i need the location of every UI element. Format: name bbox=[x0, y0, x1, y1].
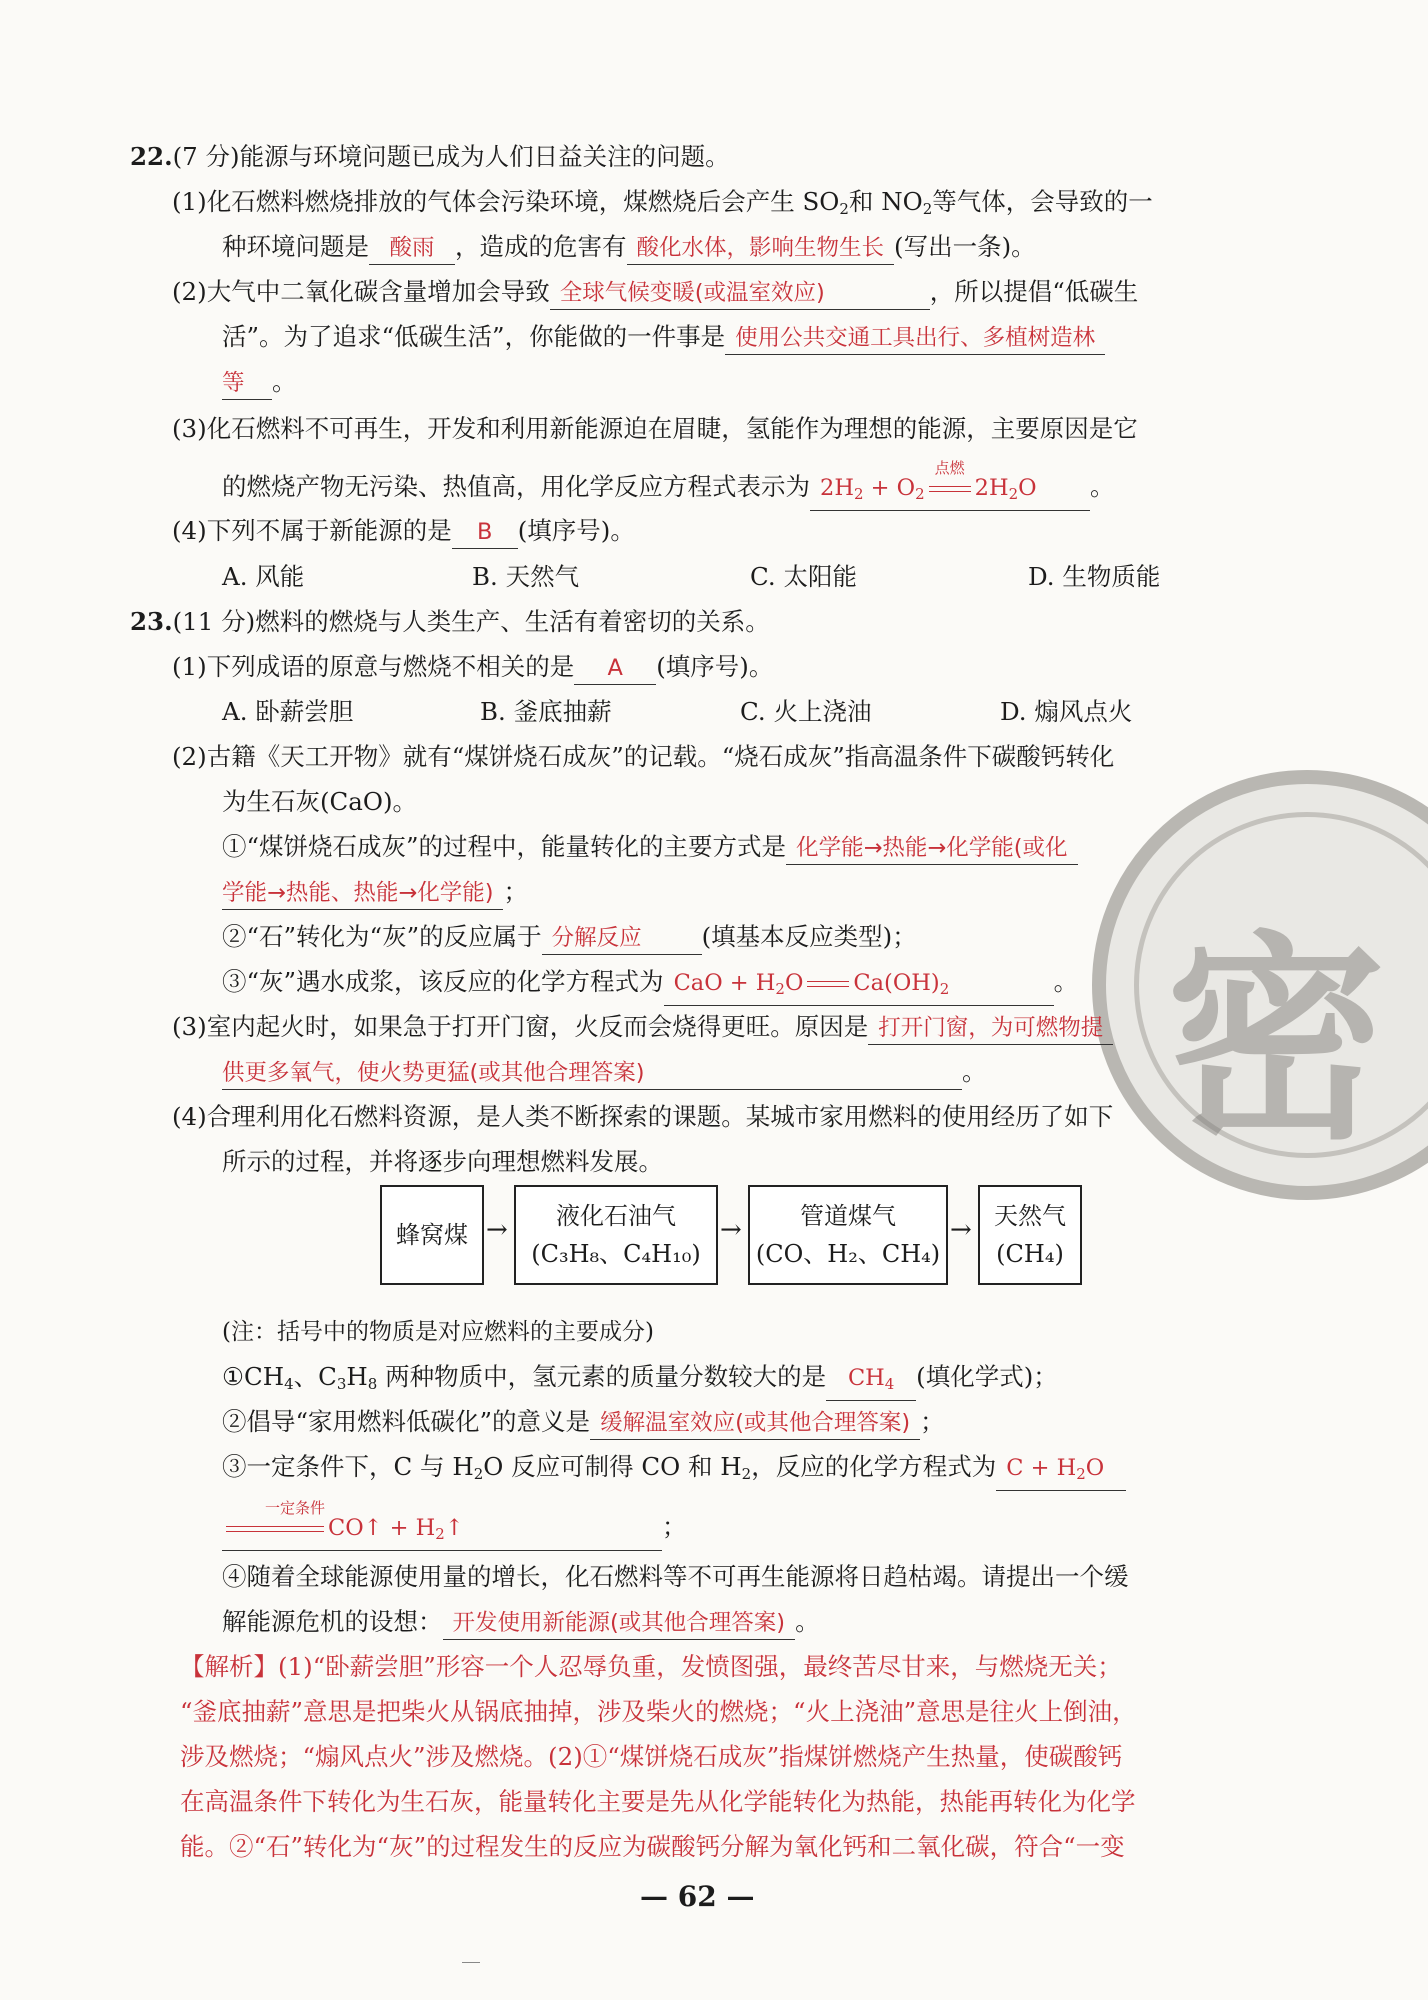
flow-box-natural-gas bbox=[978, 1185, 1082, 1285]
q23-s2-text: ②倡导“家用燃料低碳化”的意义是 bbox=[222, 1407, 591, 1436]
q23-p2-s1-line1 bbox=[222, 830, 1078, 865]
flow-box-label: 液化石油气 bbox=[556, 1202, 676, 1230]
flow-box-label: 蜂窝煤 bbox=[396, 1221, 468, 1249]
q22-p3-text-a: (3)化石燃料不可再生，开发和利用新能源迫在眉睫，氢能作为理想的能源，主要原因是它 bbox=[172, 414, 1138, 443]
q22-p2-answer2: 使用公共交通工具出行、多植树造林 bbox=[725, 323, 1105, 355]
q23-p1-option-c: C. 火上浇油 bbox=[740, 697, 872, 726]
q23-p2-s3-end: 。 bbox=[1053, 967, 1079, 996]
sub: 3 bbox=[336, 1375, 347, 1393]
eq-part: C + H bbox=[1006, 1455, 1077, 1481]
q22-p4-text-b: (填序号)。 bbox=[517, 516, 635, 545]
q23-p2-s2-end: (填基本反应类型)； bbox=[701, 922, 917, 951]
flow-box-label: 管道煤气 bbox=[800, 1202, 896, 1230]
q22-p3-line1 bbox=[172, 412, 1138, 446]
q23-p2-s1-end: ； bbox=[503, 877, 528, 906]
sub: 4 bbox=[884, 1375, 895, 1393]
q22-p3-text-b: 的燃烧产物无污染、热值高，用化学反应方程式表示为 bbox=[222, 472, 810, 501]
eq-part: 2H bbox=[974, 475, 1009, 501]
q23-s1-answer bbox=[826, 1363, 916, 1401]
q23-s1-text: 、C bbox=[293, 1362, 337, 1391]
q23-p2-s3-text: ③“灰”遇水成浆，该反应的化学方程式为 bbox=[222, 967, 664, 996]
q22-p1-text-e: ，造成的危害有 bbox=[455, 232, 627, 261]
q23-p2-s2-answer: 分解反应 bbox=[542, 923, 702, 955]
eq-part: 2H bbox=[820, 475, 854, 501]
q23-s3-text: ③一定条件下，C 与 H bbox=[222, 1452, 474, 1481]
q23-s4-end: 。 bbox=[795, 1607, 820, 1636]
eq-condition: 一定条件 bbox=[264, 1499, 325, 1517]
page-number: — 62 — bbox=[640, 1880, 755, 1913]
analysis-line-3: 涉及燃烧；“煽风点火”涉及燃烧。(2)①“煤饼烧石成灰”指煤饼燃烧产生热量，使碳酸钙 bbox=[180, 1742, 1123, 1771]
q23-p3-line1 bbox=[172, 1010, 1113, 1045]
q23-s2-end: ； bbox=[920, 1407, 945, 1436]
q22-p2-text-a: (2)大气中二氧化碳含量增加会导致 bbox=[172, 277, 550, 306]
analysis-line-1: 【解析】(1)“卧薪尝胆”形容一个人忍辱负重，发愤图强，最终苦尽甘来，与燃烧无关； bbox=[180, 1652, 1122, 1681]
analysis-line-4: 在高温条件下转化为生石灰，能量转化主要是先从化学能转化为热能，热能再转化为化学 bbox=[180, 1787, 1136, 1816]
flow-box-formula: (C₃H₈、C₄H₁₀) bbox=[531, 1240, 701, 1268]
q23-p1-option-b: B. 釜底抽薪 bbox=[480, 697, 612, 726]
q23-p2-s1-text: ①“煤饼烧石成灰”的过程中，能量转化的主要方式是 bbox=[222, 832, 787, 861]
q23-p2-s1-line2 bbox=[222, 875, 528, 910]
q22-p2-answer3: 等 bbox=[222, 368, 272, 400]
q22-p4-option-b: B. 天然气 bbox=[472, 562, 580, 591]
sub: 2 bbox=[939, 980, 950, 998]
analysis-line-5: 能。②“石”转化为“灰”的过程发生的反应为碳酸钙分解为氧化钙和二氧化碳，符合“一变 bbox=[180, 1832, 1125, 1861]
q22-p1-text-b: 和 NO bbox=[848, 187, 923, 216]
ans-part: CH bbox=[847, 1365, 885, 1391]
q23-p3-text: (3)室内起火时，如果急于打开门窗，火反而会烧得更旺。原因是 bbox=[172, 1012, 869, 1041]
q23-p4-line2: 所示的过程，并将逐步向理想燃料发展。 bbox=[222, 1147, 663, 1176]
flow-box-honeycomb-coal bbox=[380, 1185, 484, 1285]
q23-p3-end: 。 bbox=[962, 1057, 987, 1086]
q22-p1-answer1: 酸雨 bbox=[369, 233, 455, 265]
q22-number: 22. bbox=[130, 142, 173, 171]
eq-bars bbox=[226, 1526, 324, 1532]
q22-p1-text-c: 等气体，会导致的一 bbox=[932, 187, 1153, 216]
q22-p2-text-d: 。 bbox=[272, 367, 297, 396]
q22-p2-line2 bbox=[222, 320, 1105, 355]
q23-s3-line2 bbox=[222, 1499, 687, 1551]
q23-p2-s1-answer2: 学能→热能、热能→化学能) bbox=[222, 878, 503, 910]
q22-p4-line bbox=[172, 514, 635, 549]
flow-box-formula: (CO、H₂、CH₄) bbox=[755, 1240, 941, 1268]
q23-title bbox=[130, 605, 770, 639]
q23-p1-option-a: A. 卧薪尝胆 bbox=[222, 697, 354, 726]
eq-part: CaO + H bbox=[673, 970, 776, 996]
q23-number: 23. bbox=[130, 607, 173, 636]
q23-p2-s2-line bbox=[222, 920, 917, 955]
flow-box-formula: (CH₄) bbox=[996, 1240, 1064, 1268]
flow-arrow-icon: → bbox=[720, 1215, 742, 1245]
q23-s4-text: 解能源危机的设想： bbox=[222, 1607, 443, 1636]
q22-p2-text-b: ，所以提倡“低碳生 bbox=[929, 277, 1139, 306]
eq-part: O bbox=[1018, 475, 1037, 501]
q22-p4-option-d: D. 生物质能 bbox=[1028, 562, 1161, 591]
eq-bars bbox=[929, 486, 971, 492]
q23-p4-line1: (4)合理利用化石燃料资源，是人类不断探索的课题。某城市家用燃料的使用经历了如下 bbox=[172, 1102, 1114, 1131]
q22-p2-answer1: 全球气候变暖(或温室效应) bbox=[550, 278, 930, 310]
q23-p2-s1-answer1: 化学能→热能→化学能(或化 bbox=[786, 833, 1077, 865]
flow-arrow-icon: → bbox=[486, 1215, 508, 1245]
eq-part: Ca(OH) bbox=[853, 970, 940, 996]
eq-arrow bbox=[803, 968, 853, 998]
eq-arrow bbox=[925, 459, 975, 503]
q23-s1-end: (填化学式)； bbox=[916, 1362, 1058, 1391]
sub: 2 bbox=[1008, 485, 1019, 503]
eq-part: + O bbox=[863, 475, 916, 501]
q23-p1-option-d: D. 煽风点火 bbox=[1000, 697, 1133, 726]
q23-p3-answer2: 供更多氧气，使火势更猛(或其他合理答案) bbox=[222, 1058, 962, 1090]
q23-s3-end: ； bbox=[662, 1512, 687, 1541]
q23-p2-s3-line bbox=[222, 965, 1078, 1006]
sub: 2 bbox=[435, 1525, 445, 1543]
sub: 8 bbox=[367, 1375, 378, 1393]
footer-mark bbox=[462, 1962, 480, 1963]
q22-p3-line2 bbox=[222, 459, 1115, 511]
q22-p4-option-a: A. 风能 bbox=[222, 562, 305, 591]
sub: 2 bbox=[839, 200, 849, 218]
sub: 2 bbox=[741, 1465, 752, 1483]
q23-p2-s2-text: ②“石”转化为“灰”的反应属于 bbox=[222, 922, 542, 951]
q23-p1-answer: A bbox=[574, 653, 656, 685]
sub: 2 bbox=[922, 200, 933, 218]
eq-part: O bbox=[1085, 1455, 1105, 1481]
q23-s1-text: H bbox=[346, 1362, 368, 1391]
q23-s2-answer: 缓解温室效应(或其他合理答案) bbox=[590, 1408, 920, 1440]
flow-box-town-gas bbox=[748, 1185, 948, 1285]
q23-p2-line1: (2)古籍《天工开物》就有“煤饼烧石成灰”的记载。“烧石成灰”指高温条件下碳酸钙转化 bbox=[172, 742, 1115, 771]
q23-s2-line bbox=[222, 1405, 945, 1440]
sub: 2 bbox=[775, 980, 785, 998]
q23-s1-text: ①CH bbox=[222, 1362, 285, 1391]
q22-p1-text-f: (写出一条)。 bbox=[894, 232, 1036, 261]
q22-p3-equation bbox=[810, 459, 1090, 511]
q23-s3-text: ，反应的化学方程式为 bbox=[751, 1452, 997, 1481]
q22-p3-text-c: 。 bbox=[1090, 472, 1115, 501]
q22-p2-text-c: 活”。为了追求“低碳生活”，你能做的一件事是 bbox=[222, 322, 726, 351]
seal-stamp-char: 密 bbox=[1166, 913, 1387, 1169]
q22-p1-text-d: 种环境问题是 bbox=[222, 232, 369, 261]
q23-p1-line bbox=[172, 650, 773, 685]
flow-box-label: 天然气 bbox=[994, 1202, 1066, 1230]
q23-p1-text-a: (1)下列成语的原意与燃烧不相关的是 bbox=[172, 652, 575, 681]
q23-p3-line2 bbox=[222, 1055, 987, 1090]
eq-bars bbox=[807, 981, 849, 987]
q23-s1-text: 两种物质中，氢元素的质量分数较大的是 bbox=[377, 1362, 827, 1391]
sub: 4 bbox=[284, 1375, 294, 1393]
q23-s4-line2 bbox=[222, 1605, 820, 1640]
q23-s1-line bbox=[222, 1360, 1058, 1401]
q22-p1-line2 bbox=[222, 230, 1036, 265]
eq-part: O bbox=[784, 970, 804, 996]
sub: 2 bbox=[473, 1465, 484, 1483]
eq-part: ↑ bbox=[444, 1515, 464, 1541]
seal-stamp bbox=[1092, 770, 1428, 1200]
eq-condition: 点燃 bbox=[934, 459, 965, 477]
q22-p4-option-c: C. 太阳能 bbox=[750, 562, 857, 591]
analysis-line-2: “釜底抽薪”意思是把柴火从锅底抽掉，涉及柴火的燃烧；“火上浇油”意思是往火上倒油， bbox=[180, 1697, 1137, 1726]
flow-arrow-icon: → bbox=[950, 1215, 972, 1245]
q23-s3-answer-a bbox=[996, 1453, 1126, 1491]
sub: 2 bbox=[915, 485, 925, 503]
q23-p2-s3-answer bbox=[664, 968, 1054, 1006]
q22-p4-answer: B bbox=[452, 517, 518, 549]
q22-intro: (7 分)能源与环境问题已成为人们日益关注的问题。 bbox=[172, 142, 730, 171]
q22-title bbox=[130, 140, 730, 174]
q22-p4-text-a: (4)下列不属于新能源的是 bbox=[172, 516, 452, 545]
q23-s3-text: O 反应可制得 CO 和 H bbox=[483, 1452, 742, 1481]
q23-p1-text-b: (填序号)。 bbox=[656, 652, 774, 681]
eq-part: CO↑ + H bbox=[328, 1515, 436, 1541]
eq-arrow bbox=[222, 1499, 328, 1543]
q22-p2-line3 bbox=[222, 365, 297, 400]
q23-s3-answer-b bbox=[222, 1499, 662, 1551]
flow-box-lpg bbox=[514, 1185, 718, 1285]
q23-s4-line1: ④随着全球能源使用量的增长，化石燃料等不可再生能源将日趋枯竭。请提出一个缓 bbox=[222, 1562, 1129, 1591]
q23-s3-line1 bbox=[222, 1450, 1126, 1491]
q22-p2-line1 bbox=[172, 275, 1138, 310]
q22-p1-text-a: (1)化石燃料燃烧排放的气体会污染环境，煤燃烧后会产生 SO bbox=[172, 187, 840, 216]
q23-p3-answer1: 打开门窗，为可燃物提 bbox=[868, 1013, 1113, 1045]
q22-p1-line1 bbox=[172, 185, 1153, 226]
q23-intro: (11 分)燃料的燃烧与人类生产、生活有着密切的关系。 bbox=[172, 607, 770, 636]
sub: 2 bbox=[1076, 1465, 1086, 1483]
q23-p2-line2: 为生石灰(CaO)。 bbox=[222, 787, 418, 816]
q22-p1-answer2: 酸化水体，影响生物生长 bbox=[627, 233, 895, 265]
q23-s4-answer: 开发使用新能源(或其他合理答案) bbox=[443, 1608, 796, 1640]
sub: 2 bbox=[853, 485, 864, 503]
q23-note: (注：括号中的物质是对应燃料的主要成分) bbox=[222, 1319, 654, 1345]
